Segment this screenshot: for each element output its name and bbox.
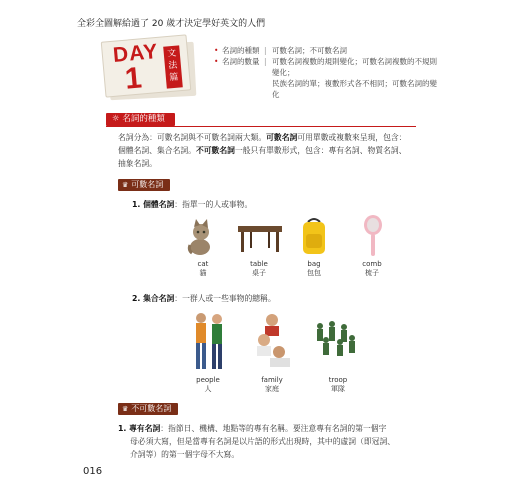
intro-text: 可用單數或複數來呈現，包含：: [297, 133, 407, 142]
comb-image: [362, 214, 384, 258]
book-header-title: 全彩全圖解給過了 20 歲才決定學好英文的人們: [77, 19, 266, 29]
word-chinese: 包包: [307, 269, 321, 277]
page-number: 016: [83, 466, 103, 477]
section-underline: [106, 126, 416, 127]
intro-bold: 不可數名詞: [195, 146, 235, 155]
word-english: bag: [307, 260, 321, 268]
word-bag: [289, 260, 339, 278]
uncountable-title: 不可數名詞: [131, 404, 172, 413]
countable-heading: [118, 179, 170, 191]
lightbulb-icon: ☼: [112, 114, 123, 124]
day-label: DAY: [112, 40, 160, 67]
item-label: 1. 個體名詞: [132, 200, 175, 209]
word-chinese: 人: [204, 385, 212, 393]
topic-summary: [214, 45, 442, 100]
word-english: comb: [362, 260, 382, 268]
word-table: [234, 260, 284, 278]
summary-row: [214, 45, 442, 56]
countable-title: 可數名詞: [131, 180, 164, 189]
item-desc: ：一群人或一些事物的總稱。: [174, 294, 276, 303]
cat-image: [184, 218, 220, 256]
summary-value: 可數名詞複數的規則變化；可數名詞複數的不規則變化；: [272, 57, 437, 77]
word-people: [183, 376, 233, 394]
summary-row: [214, 78, 442, 100]
summary-row: [214, 56, 442, 78]
troop-image: [312, 318, 358, 358]
word-english: people: [196, 376, 220, 384]
item-desc-line: 母必須大寫，但是當專有名詞是以片語的形式出現時，其中的虛詞（即冠詞、: [130, 437, 396, 446]
intro-text: 名詞分為：可數名詞與不可數名詞兩大類。: [118, 133, 267, 142]
bag-image: [300, 216, 328, 256]
word-english: family: [261, 376, 283, 384]
table-image: [236, 224, 284, 254]
intro-bold: 可數名詞: [266, 133, 298, 142]
word-chinese: 軍隊: [331, 385, 345, 393]
day-card: [103, 38, 197, 98]
proper-noun-paragraph: [118, 422, 418, 461]
family-image: [252, 312, 292, 368]
divider-bar: |: [264, 57, 267, 66]
section-heading: [106, 113, 175, 126]
word-chinese: 家庭: [265, 385, 279, 393]
intro-text: 一般只有單數形式，包含：專有名詞、物質名詞、: [234, 146, 407, 155]
uncountable-heading: [118, 403, 178, 415]
item-collective-noun: [132, 293, 276, 304]
word-comb: [347, 260, 397, 278]
word-chinese: 桌子: [252, 269, 266, 277]
item-label: 1. 專有名詞: [118, 424, 161, 433]
word-english: table: [250, 260, 268, 268]
summary-value: 民族名詞的單；複數形式各不相同；可數名詞的變化: [272, 79, 437, 99]
day-number: 1: [123, 61, 144, 96]
intro-text: 抽象名詞。: [118, 159, 157, 168]
summary-value: 可數名詞；不可數名詞: [272, 46, 347, 55]
section-title: 名詞的種類: [122, 114, 165, 124]
people-image: [188, 310, 230, 372]
bullet-icon: •: [214, 46, 219, 55]
word-chinese: 梳子: [365, 269, 379, 277]
word-cat: [178, 260, 228, 278]
crown-icon: ♛: [122, 405, 129, 413]
word-english: cat: [197, 260, 209, 268]
item-desc: ：指節日、機構、地點等的專有名稱。要注意專有名詞的第一個字: [160, 424, 387, 433]
intro-paragraph: [118, 131, 418, 170]
intro-text: 個體名詞、集合名詞。: [118, 146, 196, 155]
word-family: [247, 376, 297, 394]
item-desc: ：指單一的人或事物。: [174, 200, 253, 209]
item-label: 2. 集合名詞: [132, 294, 175, 303]
word-chinese: 貓: [199, 269, 207, 277]
word-troop: [313, 376, 363, 394]
item-individual-noun: [132, 199, 252, 210]
day-tag: 文法篇: [163, 45, 183, 88]
summary-key: 名詞的種類: [222, 46, 260, 55]
item-desc-line: 介詞等）的第一個字母不大寫。: [130, 450, 240, 459]
summary-key: 名詞的數量: [222, 57, 260, 66]
bullet-icon: •: [214, 57, 219, 66]
divider-bar: |: [264, 46, 267, 55]
word-english: troop: [328, 376, 348, 384]
crown-icon: ♛: [122, 181, 129, 189]
